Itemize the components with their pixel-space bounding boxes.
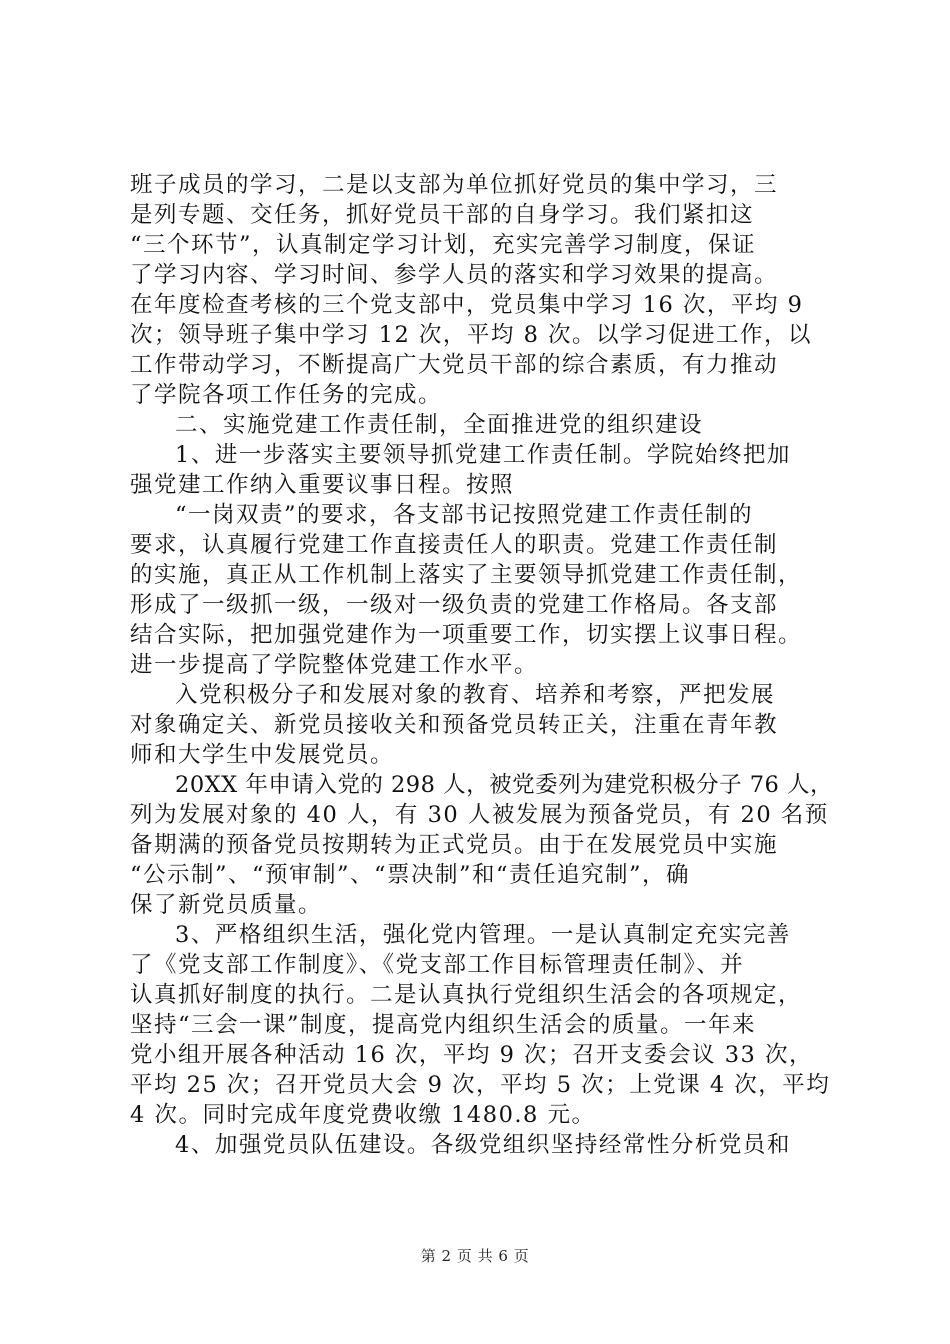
text-line: 保了新党员质量。 [130,892,323,918]
text-line: 结合实际，把加强党建作为一项重要工作，切实摆上议事日程。 [130,622,803,648]
text-line: 党小组开展各种活动 16 次，平均 9 次；召开支委会议 33 次， [130,1042,813,1068]
text-line: 班子成员的学习，二是以支部为单位抓好党员的集中学习，三 [130,172,779,198]
text-line: 强党建工作纳入重要议事日程。按照 [130,472,515,498]
text-line: 坚持“三会一课”制度，提高党内组织生活会的质量。一年来 [130,1012,757,1038]
text-line: 平均 25 次；召开党员大会 9 次，平均 5 次；上党课 4 次，平均 [130,1072,831,1098]
text-line: 次；领导班子集中学习 12 次，平均 8 次。以学习促进工作，以 [130,322,813,348]
text-line: 在年度检查考核的三个党支部中，党员集中学习 16 次，平均 9 [130,292,804,318]
text-line: 认真抓好制度的执行。二是认真执行党组织生活会的各项规定， [130,982,803,1008]
text-line: 入党积极分子和发展对象的教育、培养和考察，严把发展 [175,682,776,708]
section-heading: 二、实施党建工作责任制，全面推进党的组织建设 [175,412,704,438]
text-line: 对象确定关、新党员接收关和预备党员转正关，注重在青年教 [130,712,779,738]
text-line: “公示制”、“预审制”、“票决制”和“责任追究制”，确 [130,862,691,888]
text-line: 备期满的预备党员按期转为正式党员。由于在发展党员中实施 [130,832,779,858]
text-line: 4、加强党员队伍建设。各级党组织坚持经常性分析党员和 [175,1132,791,1158]
text-line: 1、进一步落实主要领导抓党建工作责任制。学院始终把加 [175,442,791,468]
text-line: “三个环节”，认真制定学习计划，充实完善学习制度，保证 [130,232,757,258]
text-line: 工作带动学习，不断提高广大党员干部的综合素质，有力推动 [130,352,779,378]
text-line: 了学院各项工作任务的完成。 [130,382,443,408]
text-line: 列为发展对象的 40 人，有 30 人被发展为预备党员，有 20 名预 [130,802,829,828]
text-line: 师和大学生中发展党员。 [130,742,395,768]
text-line: 3、严格组织生活，强化党内管理。一是认真制定充实完善 [175,922,791,948]
text-line: “一岗双责”的要求，各支部书记按照党建工作责任制的 [175,502,754,528]
text-line: 进一步提高了学院整体党建工作水平。 [130,652,539,678]
text-line: 要求，认真履行党建工作直接责任人的职责。党建工作责任制 [130,532,779,558]
text-line: 4 次。同时完成年度党费收缴 1480.8 元。 [130,1102,596,1128]
text-line: 了《党支部工作制度》、《党支部工作目标管理责任制》、并 [130,952,745,978]
text-line: 是列专题、交任务，抓好党员干部的自身学习。我们紧扣这 [130,202,755,228]
text-line: 20XX 年申请入党的 298 人，被党委列为建党积极分子 76 人， [175,772,834,798]
text-line: 了学习内容、学习时间、参学人员的落实和学习效果的提高。 [130,262,779,288]
text-line: 的实施，真正从工作机制上落实了主要领导抓党建工作责任制， [130,562,803,588]
text-line: 形成了一级抓一级，一级对一级负责的党建工作格局。各支部 [130,592,779,618]
page-footer: 第 2 页 共 6 页 [420,1247,530,1265]
